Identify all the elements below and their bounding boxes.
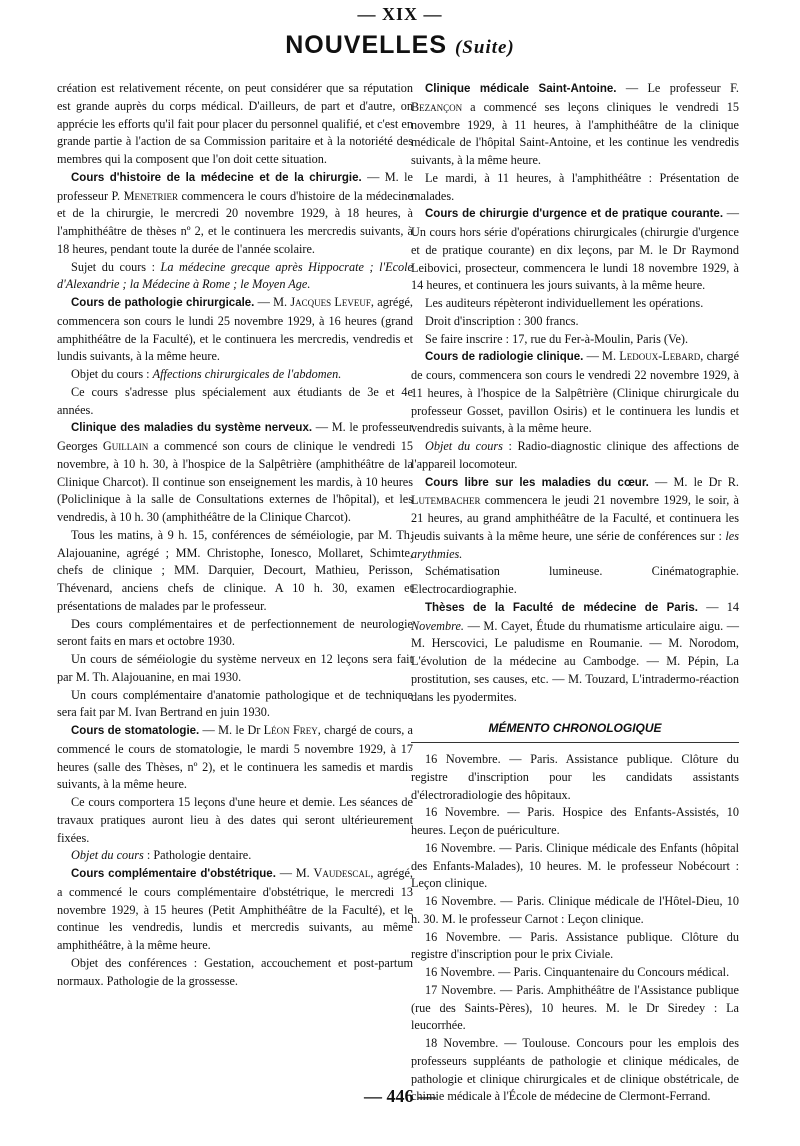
section-heading: Cours complémentaire d'obstétrique.	[71, 868, 276, 880]
section-heading: Cours de chirurgie d'urgence et de pratique courante.	[425, 208, 724, 221]
paragraph: Le mardi, à 11 heures, à l'amphithéâtre : Présentation de malades.	[411, 170, 739, 203]
paragraph: Cours complémentaire d'obstétrique. — M. Vaudescal, agrégé, a commencé le cours complémentaire d'obstétrique, le mercredi 13 novembre 1929, à 15 heures (Petit Amphithéâtre de la Faculté), et le continue les vendredis, lundis et mercredis suivants, au même amphithéâtre, à la même heure.	[57, 866, 413, 952]
memento-entry: 16 Novembre. — Paris. Cinquantenaire du Concours médical.	[425, 965, 730, 979]
left-column	[57, 80, 413, 990]
paragraph: Tous les matins, à 9 h. 15, conférences de séméiologie, par M. Th. Alajouanine, agrégé ; MM. Christophe, Ionesco, Mollaret, Schimte, chefs de clinique ; MM. Darquier, Decourt, Mathieu, Perisson, Thévenard, anciens chefs de clinique. A 10 h. 30, examen et présentations de malades par le professeur.	[57, 527, 413, 613]
section-heading: Cours d'histoire de la médecine et de la chirurgie.	[71, 171, 362, 184]
paragraph: Clinique médicale Saint-Antoine. — Le professeur F. Bezançon a commencé ses leçons cliniques le vendredi 15 novembre 1929, à 11 heures, à l'amphithéâtre de la clinique médicale de l'hôpital Saint-Antoine, et les continue les vendredis suivants, à la même heure.	[411, 81, 739, 167]
paragraph: Ce cours s'adresse plus spécialement aux étudiants de 3e et 4e années.	[57, 384, 413, 417]
paragraph: Cours libre sur les maladies du cœur. — M. le Dr R. Lutembacher commencera le jeudi 21 novembre 1929, le soir, à 21 heures, au grand amphithéâtre de la Faculté, et continuera les jeudis suivants à la même heure, une série de conférences sur : les arythmies.	[411, 474, 739, 561]
person-name: Vaudescal	[313, 866, 371, 880]
person-name: Menetrier	[123, 188, 178, 203]
paragraph: Un cours de séméiologie du système nerveux en 12 leçons sera fait par M. Th. Alajouanine, en mai 1930.	[57, 652, 413, 684]
paragraph: Des cours complémentaires et de perfectionnement de neurologie seront faits en mars et octobre 1930.	[57, 616, 413, 649]
memento-heading: MÉMENTO CHRONOLOGIQUE	[488, 721, 662, 736]
paragraph: Cours de pathologie chirurgicale. — M. Jacques Leveuf, agrégé, commencera son cours le lundi 25 novembre 1929, à 16 heures (grand amphithéâtre de la Faculté), et le continuera les mercredis, vendredis et lundis suivants, à la même heure.	[57, 295, 413, 364]
page-roman-number: — XIX —	[357, 4, 443, 24]
person-name: Jacques Leveuf	[290, 295, 371, 309]
memento-entry: 16 Novembre. — Paris. Clinique médicale de l'Hôtel-Dieu, 10 h. 30. M. le professeur Carnot : Leçon clinique.	[411, 894, 739, 926]
paragraph: Droit d'inscription : 300 francs.	[425, 313, 579, 328]
paragraph: Thèses de la Faculté de médecine de Paris. — 14 Novembre. — M. Cayet, Étude du rhumatisme articulaire aigu. — M. Herscovici, Le paludisme en Roumanie. — M. Norodom, L'évolution de la médecine au Cambodge. — M. Pépin, La prostitution, ses causes, etc. — M. Touzard, L'intradermo-réaction dans les pyodermites.	[411, 599, 739, 704]
person-name: Lutembacher	[411, 493, 481, 508]
paragraph: Les auditeurs répèteront individuellement les opérations.	[425, 296, 704, 310]
person-name: Bezançon	[411, 99, 463, 114]
paragraph: Ce cours comportera 15 leçons d'une heure et demie. Les séances de travaux pratiques auront lieu à des dates qui seront ultérieurement fixées.	[57, 795, 413, 845]
section-heading: Cours de pathologie chirurgicale.	[71, 297, 255, 309]
section-heading: Thèses de la Faculté de médecine de Paris.	[425, 601, 698, 614]
person-name: Guillain	[102, 439, 149, 453]
paragraph: Cours d'histoire de la médecine et de la chirurgie. — M. le professeur P. Menetrier commencera le cours d'histoire de la médecine et de la chirurgie, le mercredi 20 novembre 1929, à 18 heures, à l'amphithéâtre de thèses nº 2, et le continuera les mercredis suivants, à 18 heures, pendant toute la durée de l'année scolaire.	[57, 169, 413, 256]
section-heading: Cours de stomatologie.	[71, 725, 200, 737]
paragraph: Un cours complémentaire d'anatomie pathologique et de technique sera fait par M. Ivan Bertrand en juin 1930.	[57, 687, 413, 720]
paragraph: Cours de radiologie clinique. — M. Ledoux-Lebard, chargé de cours, commencera son cours le vendredi 22 novembre 1929, à 11 heures, à l'hospice de la Salpêtrière (Clinique chirurgicale du professeur Gosset, pavillon Osiris) et le continuera les lundis et vendredis suivants, à la même heure.	[411, 349, 740, 436]
paragraph: Objet des conférences : Gestation, accouchement et post-partum normaux. Pathologie de la grossesse.	[57, 955, 413, 988]
person-name: Léon Frey	[263, 723, 318, 737]
person-name: Ledoux-Lebard	[619, 349, 701, 364]
memento-entry: 17 Novembre. — Paris. Amphithéâtre de l'Assistance publique (rue des Saints-Pères), 10 heures. M. le Dr Siredey : La leucorrhée.	[411, 982, 739, 1033]
memento-entry: 16 Novembre. — Paris. Assistance publique. Clôture du registre d'inscription pour les candidats assistants d'électroradiologie des hôpitaux.	[411, 752, 739, 802]
paragraph: Cours de stomatologie. — M. le Dr Léon Frey, chargé de cours, a commencé le cours de stomatologie, le mardi 5 novembre 1929, à 17 heures (salle des Thèses, nº 2), et le continuera les samedis et mardis suivants, à la même heure.	[57, 723, 413, 792]
memento-entry: 16 Novembre. — Paris. Clinique médicale des Enfants (hôpital des Enfants-Malades), 10 heures. M. le professeur Nobécourt : Leçon clinique.	[411, 840, 739, 891]
section-heading: Clinique des maladies du système nerveux.	[71, 422, 313, 435]
section-heading: Cours libre sur les maladies du cœur.	[425, 476, 649, 489]
divider	[411, 742, 739, 743]
memento-entry: 16 Novembre. — Paris. Hospice des Enfants-Assistés, 10 heures. Leçon de puériculture.	[411, 805, 739, 837]
page-number: — 446 —	[364, 1086, 436, 1106]
memento-entry: 18 Novembre. — Toulouse. Concours pour les emplois des professeurs suppléants de pathologie et clinique médicales, de pathologie et clinique chirurgicales et de clinique obstétricale, de chimie médicale à l'École de médecine de Clermont-Ferrand.	[411, 1036, 739, 1104]
paragraph: Objet du cours : Affections chirurgicales de l'abdomen.	[71, 367, 342, 381]
right-column	[411, 80, 739, 1106]
paragraph: Cours de chirurgie d'urgence et de pratique courante. — Un cours hors série d'opérations chirurgicales (chirurgie d'urgence et de pratique courante) en dix leçons, par M. le Dr Raymond Leibovici, prosecteur, commencera le lundi 18 novembre 1929, à 14 heures, et continuera les jours suivants, à la même heure.	[411, 206, 739, 293]
paragraph: Clinique des maladies du système nerveux. — M. le professeur Georges Guillain a commencé son cours de clinique le vendredi 15 novembre, à 10 h. 30, à l'hospice de la Salpêtrière (amphithéâtre de la Clinique Charcot). Il continue son enseignement les mardis, à 10 heures (Policlinique à la salle de Consultations externes de l'hôpital), et les vendredis, à 10 h. 30 (amphithéâtre de la Clinique Charcot).	[57, 420, 413, 524]
paragraph: Schématisation lumineuse. Cinématographie. Electrocardiographie.	[411, 564, 739, 596]
paragraph: Se faire inscrire : 17, rue du Fer-à-Moulin, Paris (Ve).	[425, 331, 689, 346]
section-heading: Clinique médicale Saint-Antoine.	[425, 83, 617, 95]
memento-entry: 16 Novembre. — Paris. Assistance publique. Clôture du registre d'inscription pour le prix Civiale.	[411, 929, 739, 962]
paragraph: création est relativement récente, on peut considérer que sa réputation est grande auprès du corps médical. D'ailleurs, de part et d'autre, on apprécie les efforts qu'il fait pour placer du personnel qualifié, et c'est en grande partie à l'action de sa Commission paritaire et à la notoriété des membres qui la composent que l'on doit cette situation.	[57, 81, 413, 166]
section-heading: Cours de radiologie clinique.	[425, 351, 584, 364]
paragraph: Objet du cours : Radio-diagnostic clinique des affections de l'appareil locomoteur.	[411, 439, 739, 471]
paragraph: Sujet du cours : La médecine grecque après Hippocrate ; l'Ecole d'Alexandrie ; la Médecine à Rome ; le Moyen Age.	[57, 259, 413, 292]
section-title-suffix: (Suite)	[454, 37, 515, 58]
section-title-text: NOUVELLES	[285, 31, 448, 59]
paragraph: Objet du cours : Pathologie dentaire.	[71, 848, 252, 863]
section-title	[0, 28, 800, 65]
